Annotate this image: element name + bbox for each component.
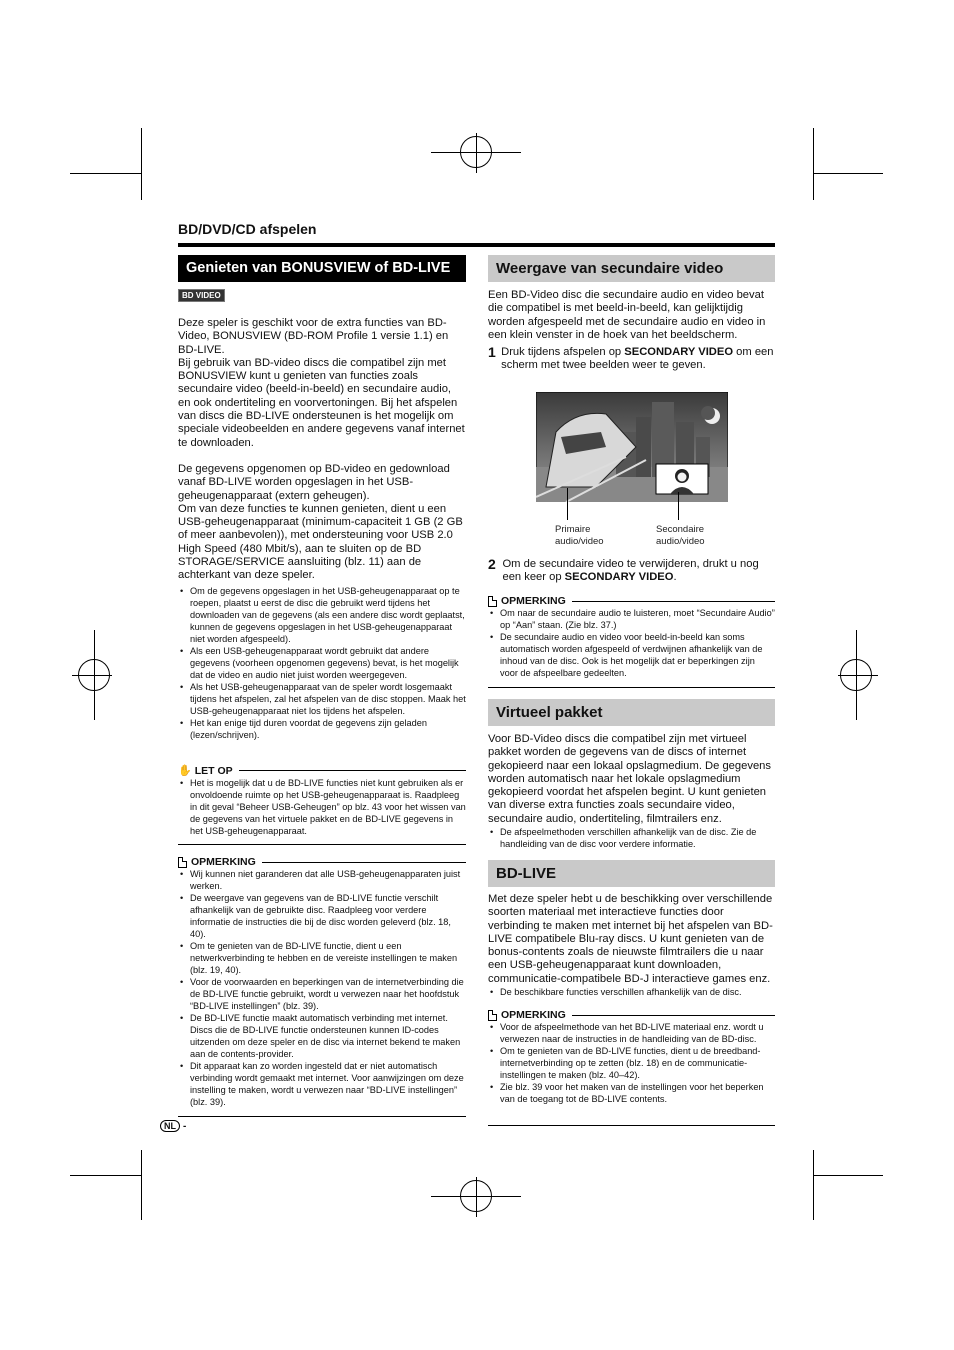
list-item: • De beschikbare functies verschillen afhankelijk van de disc. (488, 986, 775, 998)
list-item: • Wij kunnen niet garanderen dat alle USB-geheugenapparaten juist werken. (178, 868, 466, 892)
divider (178, 844, 466, 845)
virtual-package-body (488, 733, 775, 850)
step-2-row (488, 558, 775, 585)
list-item: • Voor de afspeelmethode van het BD-LIVE materiaal enz. wordt u verwezen naar de instructies in de handleiding van de BD-disc. (488, 1021, 775, 1045)
list-item: • De secundaire audio en video voor beeld-in-beeld kan soms automatisch worden afgespeeld of verdwijnen afhankelijk van de inhoud van de disc. Ook is het mogelijk dat er beperkingen zijn voor de afspeelbare gedeelten. (488, 631, 775, 679)
secondary-video-intro: Een BD-Video disc die secundaire audio en video bevat die compatibel is met beeld-in-beeld, kan gelijktijdig worden afgespeeld met de secundaire audio en video in een klein venster in de hoek van het beeldscherm. (488, 289, 766, 341)
crop-mark (813, 1175, 883, 1176)
bd-live-bullets (488, 986, 775, 998)
registration-mark (431, 1177, 521, 1217)
top-rule (178, 243, 775, 247)
language-badge: NL (160, 1120, 180, 1132)
right-note-box-2 (488, 1009, 775, 1105)
crop-mark (70, 173, 142, 174)
page-suffix: - (183, 1120, 187, 1132)
list-item: • Zie blz. 39 voor het maken van de instellingen voor het beperken van de toegang tot de BD-LIVE contents. (488, 1081, 775, 1105)
letop-bullets (178, 777, 466, 837)
note-icon (178, 857, 187, 868)
list-item: • De BD-LIVE functie maakt automatisch verbinding met internet. Discs die de BD-LIVE functie ondersteunen kunnen ID-codes uitzenden om deze speler en de disc via internet bekend te maken aan de contents-provider. (178, 1012, 466, 1060)
bd-live-body (488, 893, 775, 998)
secondary-video-heading: Weergave van secundaire video (488, 255, 775, 282)
list-item: • De weergave van gegevens van de BD-LIVE functie verschilt afhankelijk van de gebruikte disc. Raadpleeg voor verdere informatie de instructies die bij de disc worden geleverd (blz. 18, 40). (178, 892, 466, 940)
caption-primary: Primaire audio/video (555, 524, 604, 547)
crop-mark (141, 1150, 142, 1220)
list-item: • Om de gegevens opgeslagen in het USB-geheugenapparaat op te roepen, plaatst u eerst de disc die gebruikt werd tijdens het downloaden van de gegevens (als een andere disc wordt geplaatst, kunnen de gegevens opgeslagen in het USB-geheugenapparaat niet worden afgespeeld). (178, 585, 466, 645)
step-2 (488, 558, 775, 585)
caption-leader (567, 488, 568, 520)
registration-mark (838, 630, 878, 720)
registration-mark (72, 630, 112, 720)
note-icon (488, 1010, 497, 1021)
step-number: 2 (488, 556, 496, 572)
list-item: • Om te genieten van de BD-LIVE functies, dient u de breedband-internetverbinding op te zetten (blz. 18) en de communicatie-instellingen te maken (blz. 40–42). (488, 1045, 775, 1081)
list-item: • Dit apparaat kan zo worden ingesteld dat er niet automatisch verbinding wordt gemaakt met internet. Voor aanwijzingen om deze instelling te maken, wordt u verwezen naar “BD-LIVE instellingen” (blz. 39). (178, 1060, 466, 1108)
note-title: OPMERKING (501, 1009, 566, 1021)
caution-hand-icon: ✋ (178, 765, 192, 777)
step-text: Om de secundaire video te verwijderen, drukt u nog een keer op SECONDARY VIDEO. (502, 558, 759, 584)
list-item: • Het is mogelijk dat u de BD-LIVE functies niet kunt gebruiken als er onvoldoende ruimte op het USB-geheugenapparaat is. Raadpleeg in dit geval “Beheer USB-Geheugen” op blz. 43 voor het wissen van de gegevens van het virtuele pakket en de BD-LIVE gegevens in het USB-geheugenapparaat. (178, 777, 466, 837)
storage-paragraph: De gegevens opgenomen op BD-video en gedownload vanaf BD-LIVE worden opgeslagen in het USB-geheugenapparaat (extern geheugen). (178, 462, 450, 502)
note-header (488, 595, 775, 607)
secondary-video-body (488, 289, 775, 373)
step-1 (488, 346, 775, 373)
usb-paragraph: Om van deze functies te kunnen genieten, dient u een USB-geheugenapparaat (minimum-capaciteit 1 GB (2 GB of meer aanbevolen)), met ondersteuning voor USB 2.0 High Speed (480 Mbit/s), aan te sluiten op de BD STORAGE/SERVICE aansluiting (blz. 11) aan de achterkant van deze speler. (178, 502, 463, 582)
letop-box (178, 764, 466, 837)
note-icon (488, 596, 497, 607)
divider (488, 687, 775, 688)
list-item: • De afspeelmethoden verschillen afhankelijk van de disc. Zie de handleiding van de disc voor verdere informatie. (488, 826, 775, 850)
note-bullets (178, 868, 466, 1108)
step-number: 1 (488, 344, 496, 361)
bd-live-text: Met deze speler hebt u de beschikking over verschillende soorten materiaal met interactieve functies door verbinding te maken met internet bij het afspelen van BD-LIVE compatibele Blu-ray discs. U kunt genieten van de bonus-contents zoals de nieuwste filmtrailers die u naar een USB-geheugenapparaat kunt downloaden, communicatie-compatibele BD-J interactieve games enz. (488, 893, 773, 985)
divider (178, 1116, 466, 1117)
section-label: BD/DVD/CD afspelen (178, 221, 317, 237)
note-bullets (488, 607, 775, 679)
list-item: • Het kan enige tijd duren voordat de gegevens zijn geladen (lezen/schrijven). (178, 717, 466, 741)
step-text: Druk tijdens afspelen op SECONDARY VIDEO om een scherm met twee beelden weer te geven. (501, 346, 774, 372)
virtual-package-heading: Virtueel pakket (488, 699, 775, 726)
note-title: OPMERKING (191, 856, 256, 868)
left-note-box (178, 856, 466, 1108)
note-title: OPMERKING (501, 595, 566, 607)
right-note-box-1 (488, 595, 775, 679)
bd-video-badge: BD VIDEO (178, 289, 225, 302)
note-header (178, 856, 466, 868)
virtual-package-text: Voor BD-Video discs die compatibel zijn met virtueel pakket worden de gegevens van de discs of internet gekopieerd naar een lokaal opslagmedium. De gegevens worden automatisch naar het lokale opslagmedium gekopieerd voordat het afspelen begint. U kunt genieten van diverse extra functies zoals secundaire video, secundaire audio, ondertiteling, filmtrailers enz. (488, 733, 771, 825)
crop-mark (141, 128, 142, 200)
caption-secondary: Secondaire audio/video (656, 524, 705, 547)
crop-mark (813, 173, 883, 174)
list-item: • Om te genieten van de BD-LIVE functie, dient u een netwerkverbinding te hebben en de vereiste instellingen te maken (blz. 19, 40). (178, 940, 466, 976)
note-bullets (488, 1021, 775, 1105)
left-body (178, 317, 466, 741)
list-item: • Als het USB-geheugenapparaat van de speler wordt losgemaakt tijdens het afspelen, zal het afspelen van de disc stoppen. Maak het USB-geheugenapparaat niet los tijdens het afspelen. (178, 681, 466, 717)
usb-bullets (178, 585, 466, 741)
list-item: • Als een USB-geheugenapparaat wordt gebruikt dat andere gegevens (voorheen opgenomen gegevens) bevat, is het mogelijk dat de video en audio niet juist worden weergegeven. (178, 645, 466, 681)
crop-mark (813, 1150, 814, 1220)
crop-mark (813, 128, 814, 200)
bd-live-heading: BD-LIVE (488, 860, 775, 887)
crop-mark (70, 1175, 142, 1176)
list-item: • Om naar de secundaire audio te luisteren, moet “Secundaire Audio” op “Aan” staan. (Zie blz. 37.) (488, 607, 775, 631)
virtual-package-bullets (488, 826, 775, 850)
page-number (160, 1120, 186, 1132)
caption-leader (678, 492, 679, 520)
letop-title: LET OP (194, 764, 233, 777)
letop-header (178, 764, 466, 777)
registration-mark (431, 133, 521, 173)
list-item: • Voor de voorwaarden en beperkingen van de internetverbinding die de BD-LIVE functie gebruikt, wordt u verwezen naar het hoofdstuk “BD-LIVE instellingen” (blz. 39). (178, 976, 466, 1012)
bonusview-heading: Genieten van BONUSVIEW of BD-LIVE (178, 255, 466, 282)
picture-in-picture-illustration (536, 392, 728, 502)
intro-paragraph: Deze speler is geschikt voor de extra functies van BD-Video, BONUSVIEW (BD-ROM Profile 1 versie 1.1) en BD-LIVE. (178, 317, 449, 356)
note-header (488, 1009, 775, 1021)
divider (488, 1125, 775, 1126)
bonusview-paragraph: Bij gebruik van BD-video discs die compatibel zijn met BONUSVIEW kunt u genieten van functies zoals secundaire video (beeld-in-beeld) en secundaire audio, en ook ondertiteling en voorvertoningen. Bij het afspelen van discs die BD-LIVE ondersteunen is het mogelijk om speciale videobeelden en andere gegevens vanaf internet te downloaden. (178, 356, 465, 449)
